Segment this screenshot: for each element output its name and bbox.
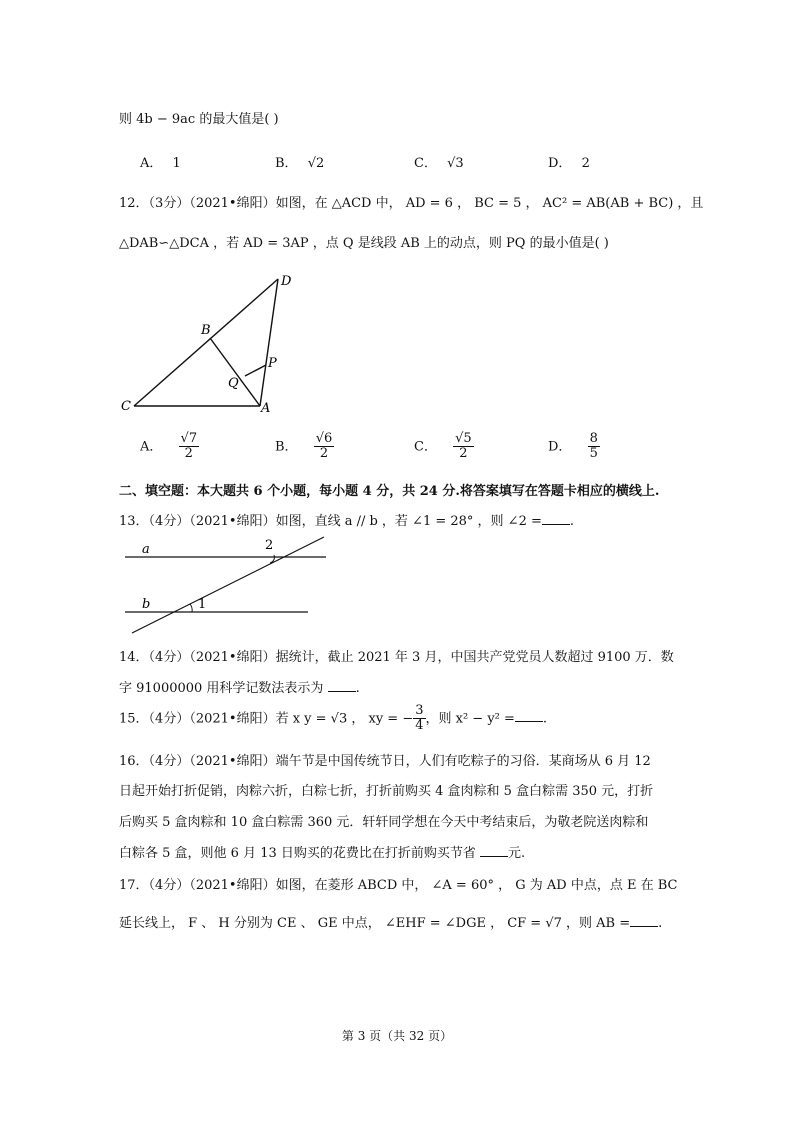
q11-stem: 则 4b − 9ac 的最大值是( ) (119, 112, 279, 127)
q11-option-b: B． √2 (275, 156, 325, 171)
label-b: B (201, 323, 211, 338)
label-2: 2 (265, 538, 274, 553)
line-cd (134, 279, 278, 406)
q11-option-d: D． 2 (548, 156, 590, 171)
label-c: C (121, 399, 131, 414)
line-da (260, 279, 278, 406)
q14-line2: 字 91000000 用科学记数法表示为 . (119, 681, 360, 696)
q14-blank (328, 679, 356, 692)
label-a: A (261, 401, 271, 416)
label-a: a (142, 542, 150, 557)
q13-text: 13．（4分）（2021•绵阳）如图，直线 a // b ，若 ∠1 = 28° ，则 ∠2 = . (119, 514, 575, 529)
q15-blank (515, 709, 543, 722)
label-1: 1 (198, 597, 207, 612)
label-d: D (281, 274, 292, 289)
q17-line1: 17．（4分）（2021•绵阳）如图，在菱形 ABCD 中， ∠A = 60° ， G 为 AD 中点，点 E 在 BC (119, 878, 678, 893)
q14-line1: 14．（4分）（2021•绵阳）据统计，截止 2021 年 3 月，中国共产党党员人数超过 9100 万．数 (119, 650, 674, 665)
q12-triangle-figure (118, 270, 318, 420)
label-b: b (142, 597, 151, 612)
page-footer: 第 3 页（共 32 页） (341, 1029, 453, 1043)
q16-line4: 白粽各 5 盒，则他 6 月 13 日购买的花费比在打折前购买节省 元. (119, 846, 526, 861)
label-q: Q (228, 376, 239, 391)
q16-blank (480, 844, 508, 857)
q11-option-c: C． √3 (414, 156, 464, 171)
line-pq (245, 365, 266, 376)
section-heading: 二、填空题：本大题共 6 个小题，每小题 4 分，共 24 分.将答案填写在答题卡相应的横线上. (119, 484, 660, 499)
q12-option-d: D． $\frac{8}{5}$ (548, 431, 598, 462)
q12-option-a: A． $\frac{√7}{2}$ (140, 431, 198, 462)
q12-option-c: C． $\frac{√5}{2}$ (414, 431, 472, 462)
transversal (132, 537, 324, 633)
label-p: P (268, 356, 277, 371)
angle-1-arc (190, 604, 192, 612)
q16-line3: 后购买 5 盒肉粽和 10 盒白粽需 360 元．轩轩同学想在今天中考结束后，为敬老院送肉粽和 (119, 815, 649, 830)
q12-option-b: B． $\frac{√6}{2}$ (275, 431, 333, 462)
q17-blank (630, 914, 658, 927)
q16-line2: 日起开始打折促销，肉粽六折，白粽七折，打折前购买 4 盒肉粽和 5 盒白粽需 350 元，打折 (119, 784, 654, 799)
q16-line1: 16．（4分）（2021•绵阳）端午节是中国传统节日，人们有吃粽子的习俗．某商场从 6 月 12 (119, 754, 651, 769)
q17-line2: 延长线上， F 、 H 分别为 CE 、 GE 中点， ∠EHF = ∠DGE ， CF = √7 ，则 AB = . (119, 916, 663, 931)
q13-blank (542, 512, 570, 525)
q11-option-a: A． 1 (140, 156, 181, 171)
q12-line2: △DAB∽△DCA ，若 AD = 3AP ，点 Q 是线段 AB 上的动点，则 PQ 的最小值是( ) (119, 236, 609, 251)
q12-line1: 12．（3分）（2021•绵阳）如图，在 △ACD 中， AD = 6 ， BC = 5 ， AC² = AB(AB + BC) ，且 (119, 196, 704, 211)
q15-line: 15．（4分）（2021•绵阳）若 x y = √3 ， xy = − $\frac{3}{4}$ ，则 x² − y² = . (119, 703, 548, 734)
q13-parallel-lines-figure (120, 535, 335, 640)
